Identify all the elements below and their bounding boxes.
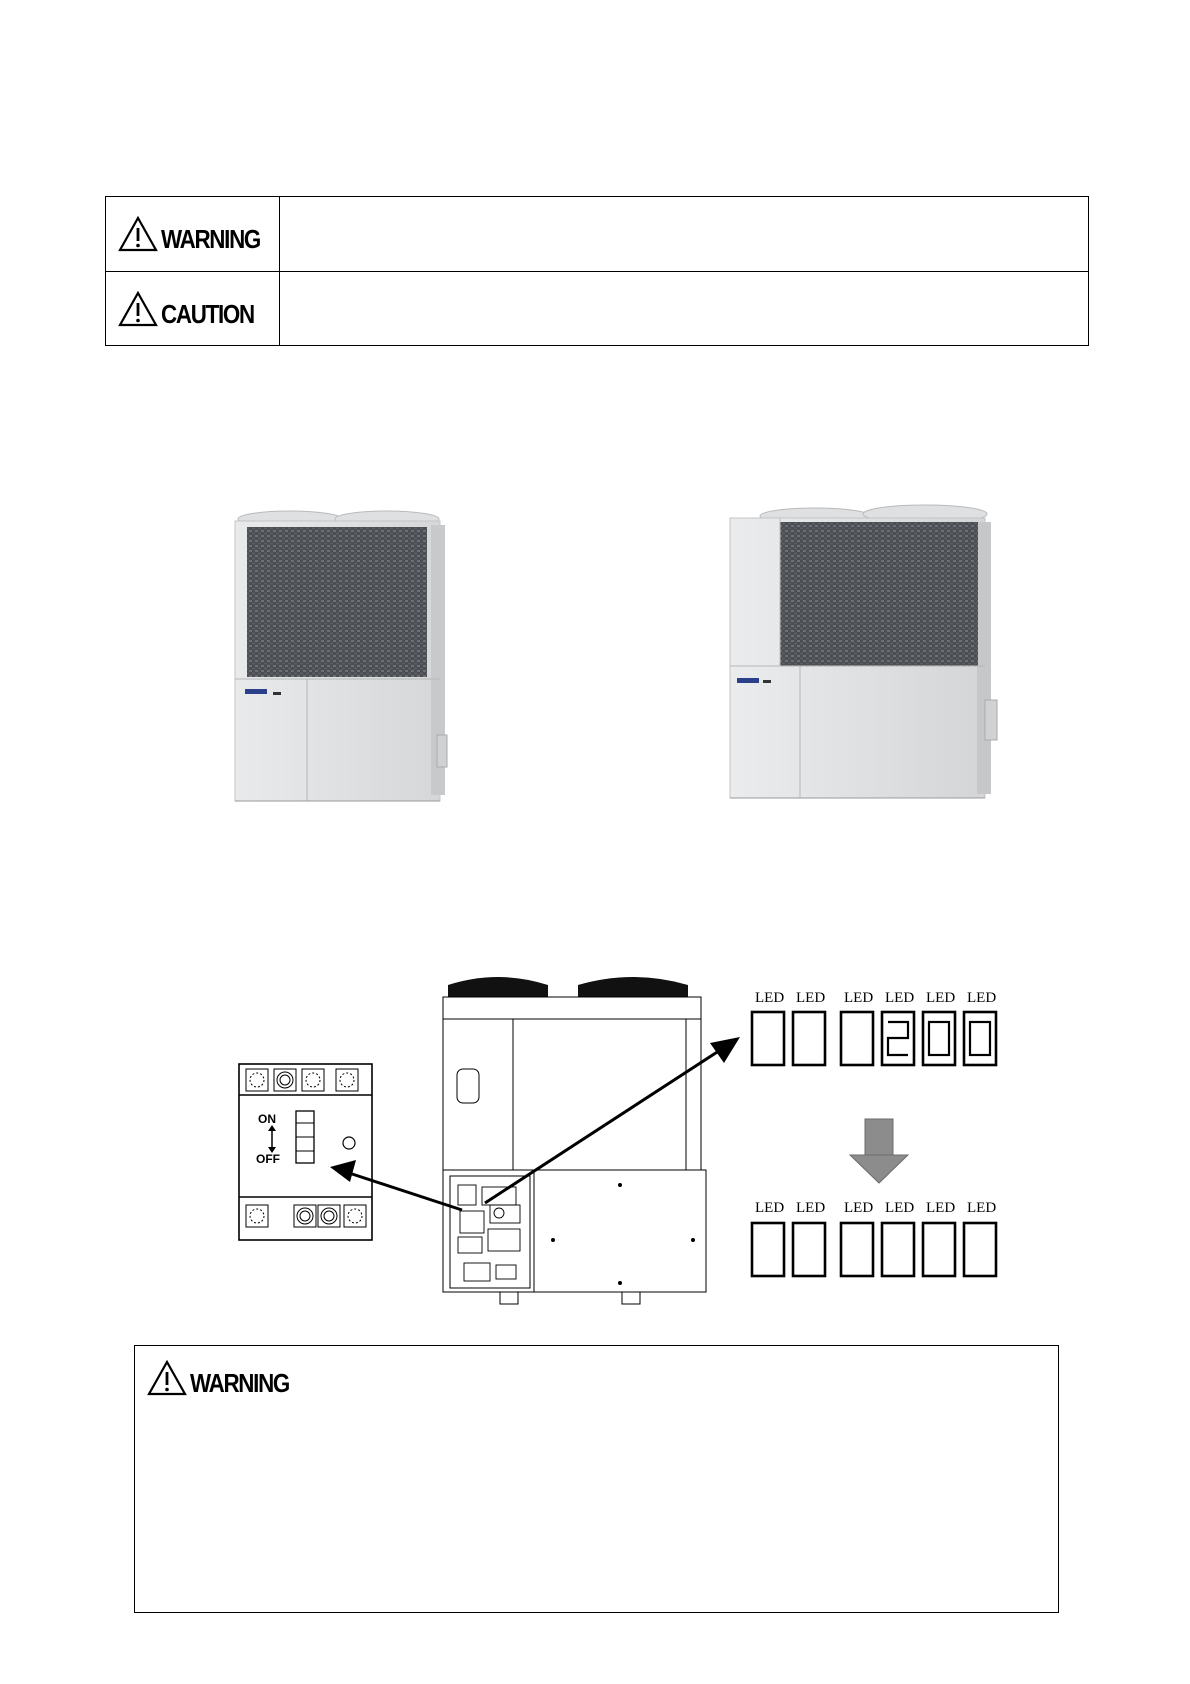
led-display-before [750,1010,1005,1068]
warning-signal [118,216,276,252]
caution-row [106,272,1088,346]
led-label: LED [967,1200,997,1216]
caution-word: CAUTION [161,299,254,329]
breaker-on-label: ON [258,1112,276,1126]
led-label: LED [755,990,785,1006]
led-label: LED [885,990,915,1006]
pointer-arrows [300,1020,760,1220]
caution-description-cell [281,272,1088,346]
led-label: LED [796,990,826,1006]
caution-label-cell [106,272,280,346]
warning-triangle-icon [147,1360,187,1396]
down-arrow-icon [848,1117,910,1185]
outdoor-unit-photo-small [225,505,455,805]
warning-word: WARNING [161,224,261,254]
led-label: LED [967,990,997,1006]
led-label: LED [885,1200,915,1216]
led-digit-2 [888,1022,908,1055]
led-label: LED [844,1200,874,1216]
led-label: LED [844,990,874,1006]
led-label: LED [926,1200,956,1216]
led-label: LED [926,990,956,1006]
warning-label-cell [106,197,280,271]
led-display-after [750,1221,1005,1279]
led-digit-0 [929,1022,949,1055]
warning-row [106,197,1088,272]
warning-triangle-icon [118,216,158,252]
warning-box-signal [147,1360,305,1396]
warning-box [134,1345,1059,1613]
breaker-off-label: OFF [256,1152,280,1166]
warning-box-word: WARNING [190,1368,290,1398]
led-label: LED [755,1200,785,1216]
caution-triangle-icon [118,291,158,327]
outdoor-unit-photo-large [725,500,1015,805]
caution-signal [118,291,269,327]
signal-word-table [105,196,1089,346]
led-digit-0 [970,1022,990,1055]
led-label: LED [796,1200,826,1216]
warning-description-cell [281,197,1088,271]
